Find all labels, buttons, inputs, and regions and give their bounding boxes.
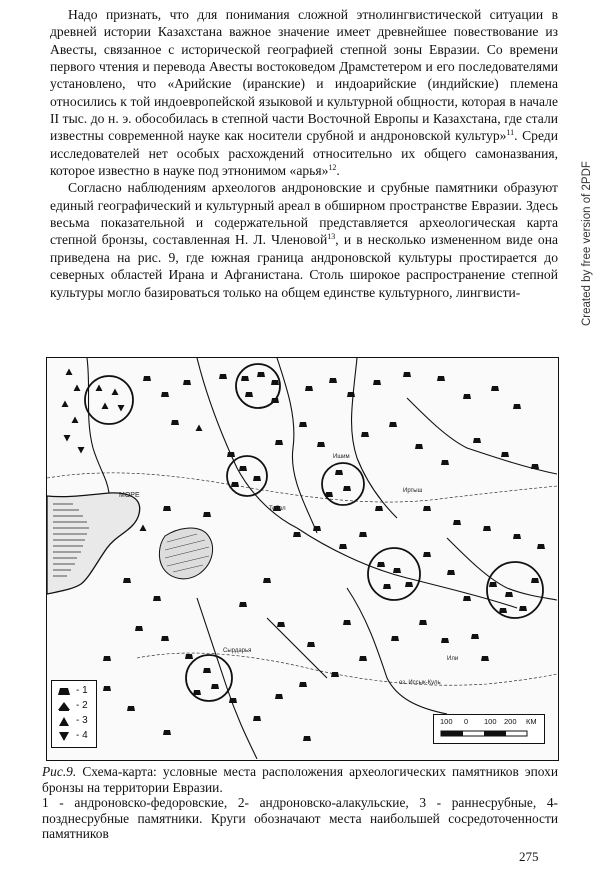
site-marker [331, 672, 339, 677]
map-scale [433, 714, 545, 744]
site-marker [531, 578, 539, 583]
page-number: 275 [519, 849, 539, 864]
site-marker [343, 486, 351, 491]
map-label-sea: МОРЕ [119, 492, 140, 499]
site-marker [203, 512, 211, 517]
site-marker [437, 376, 445, 381]
site-marker [143, 376, 151, 381]
map-label-ishim: Ишим [333, 454, 350, 460]
triangle-down-icon [56, 730, 72, 742]
site-marker [140, 525, 147, 532]
legend-row-3: - 3 [56, 715, 94, 729]
site-marker [239, 602, 247, 607]
site-marker [271, 398, 279, 403]
site-marker [275, 440, 283, 445]
site-marker [513, 404, 521, 409]
footnote-ref-13: 13 [327, 232, 336, 242]
site-marker [245, 392, 253, 397]
site-marker [231, 482, 239, 487]
site-marker [339, 544, 347, 549]
scale-tick-label: 0 [464, 717, 469, 726]
site-marker [239, 466, 247, 471]
site-marker [62, 401, 69, 408]
site-marker [74, 385, 81, 392]
site-marker [531, 464, 539, 469]
site-marker [271, 380, 279, 385]
site-marker [185, 654, 193, 659]
site-marker [347, 392, 355, 397]
site-marker [163, 730, 171, 735]
rect-icon [56, 685, 72, 697]
site-marker [293, 532, 301, 537]
watermark: Created by free version of 2PDF [581, 161, 593, 326]
site-marker [103, 656, 111, 661]
site-marker [403, 372, 411, 377]
scale-bar [440, 729, 536, 739]
site-marker [203, 668, 211, 673]
sites [62, 369, 546, 742]
map-label-ili: Или [447, 656, 459, 662]
site-marker [299, 682, 307, 687]
site-marker [161, 636, 169, 641]
site-marker [423, 506, 431, 511]
map-label-irtysh: Иртыш [403, 488, 423, 494]
site-marker [161, 392, 169, 397]
site-marker [335, 470, 343, 475]
site-marker [361, 432, 369, 437]
site-marker [377, 562, 385, 567]
paragraph-1: Надо признать, что для понимания сложной этнолингвистической ситуации в древней истории Казахстана важное значение имеет древнейшее повествование из Авесты, связанное с исторической географией степной зоны Евразии. Со времени первого чтения и перевода Авесты востоковедом Драмстетером и его последователями установлено, что «Арийские (иранские) и индоарийские (индийские) племена относились к той индоевропейской языковой и культурной общности, которая в начале II тыс. до н. э. обособилась в степной части Восточной Европы и Казахстана, где стали известны современной науке как носители срубной и андроновской культур»$^{11}$. Среди исследователей нет особых расхождений относительно их общего самоназвания, которое известно в науке под этнонимом «арья»$^{12}$. [50, 7, 559, 179]
scale-tick-label: КМ [526, 717, 537, 726]
site-marker [489, 582, 497, 587]
scale-tick-label: 200 [504, 717, 517, 726]
site-marker [118, 405, 125, 412]
site-marker [196, 425, 203, 432]
site-marker [415, 444, 423, 449]
site-marker [499, 608, 507, 613]
concentration-circles [85, 364, 543, 701]
footnote-ref-12: 12 [328, 163, 337, 173]
site-marker [163, 506, 171, 511]
site-marker [135, 626, 143, 631]
site-marker [317, 442, 325, 447]
site-marker [229, 698, 237, 703]
scale-tick-label: 100 [440, 717, 453, 726]
site-marker [153, 596, 161, 601]
peninsula [159, 528, 212, 579]
rivers [87, 358, 557, 759]
site-marker [72, 417, 79, 424]
site-marker [103, 686, 111, 691]
site-marker [78, 447, 85, 454]
site-marker [219, 374, 227, 379]
site-marker [359, 656, 367, 661]
site-marker [299, 422, 307, 427]
site-marker [391, 636, 399, 641]
site-marker [227, 452, 235, 457]
site-marker [253, 476, 261, 481]
site-marker [123, 578, 131, 583]
site-marker [513, 534, 521, 539]
map-label-issyk-kul: оз. Иссык-Куль [399, 680, 441, 686]
site-marker [275, 694, 283, 699]
site-marker [463, 394, 471, 399]
site-marker [193, 690, 201, 695]
site-marker [483, 526, 491, 531]
figure-label: Рис.9. [42, 764, 77, 779]
site-marker [463, 596, 471, 601]
footnote-ref-11: 11 [506, 128, 515, 138]
site-marker [491, 386, 499, 391]
site-marker [307, 642, 315, 647]
site-marker [405, 582, 413, 587]
site-marker [519, 606, 527, 611]
site-marker [537, 544, 545, 549]
site-marker [257, 372, 265, 377]
map-label-syrdarya: Сырдарья [223, 648, 252, 654]
site-marker [441, 460, 449, 465]
site-marker [66, 369, 73, 376]
site-marker [325, 492, 333, 497]
site-marker [343, 620, 351, 625]
site-marker [96, 385, 103, 392]
site-marker [263, 578, 271, 583]
site-marker [389, 422, 397, 427]
site-marker [393, 568, 401, 573]
site-marker [359, 532, 367, 537]
site-marker [441, 638, 449, 643]
legend-row-1: - 1 [56, 685, 94, 699]
site-marker [375, 506, 383, 511]
scale-tick-label: 100 [484, 717, 497, 726]
triangle-filled-icon [56, 700, 72, 712]
site-marker [313, 526, 321, 531]
site-marker [423, 552, 431, 557]
map-legend [51, 680, 97, 748]
figure-caption [42, 764, 558, 842]
site-marker [303, 736, 311, 741]
site-marker [127, 706, 135, 711]
map-drawing [47, 358, 557, 759]
site-marker [171, 420, 179, 425]
site-marker [305, 386, 313, 391]
site-marker [277, 622, 285, 627]
site-marker [241, 376, 249, 381]
archaeological-map [46, 357, 559, 761]
map-label-tobol: Тобол [269, 506, 286, 512]
site-marker [447, 570, 455, 575]
paragraph-2: Согласно наблюдениям археологов андроновские и срубные памятники образуют единый географический и культурный ареал в обширном пространстве Евразии. Здесь весьма показательной и содержательной представляется археологическая карта степной бронзы, составленная Н. Л. Членовой$^{13}$, и в несколько измененном виде она приведена на рис. 9, где южная граница андроновской культуры простирается до северных областей Ирана и Афганистана. Столь широкое распространение степной культуры могло базироваться только на общем единстве культурного, лингвисти- [50, 180, 558, 300]
site-marker [183, 380, 191, 385]
site-marker [501, 452, 509, 457]
legend-row-2: - 2 [56, 700, 94, 714]
site-marker [383, 584, 391, 589]
caption-legend-text: 1 - андроновско-федоровские, 2- андроновско-алакульские, 3 - раннесрубные, 4-позднесрубные памятники. Круги обозначают места наибольшей сосредоточенности памятников [42, 795, 558, 842]
site-marker [64, 435, 71, 442]
site-marker [253, 716, 261, 721]
body-text [50, 6, 558, 301]
site-marker [419, 620, 427, 625]
site-marker [112, 389, 119, 396]
caption-title: Схема-карта: условные места расположения археологических памятников эпохи бронзы на территории Евразии. [42, 764, 558, 795]
site-marker [481, 656, 489, 661]
site-marker [505, 592, 513, 597]
site-marker [473, 438, 481, 443]
site-marker [211, 684, 219, 689]
site-marker [471, 634, 479, 639]
legend-row-4: - 4 [56, 730, 94, 744]
site-marker [329, 378, 337, 383]
site-marker [102, 403, 109, 410]
site-marker [373, 380, 381, 385]
triangle-up-icon [56, 715, 72, 727]
site-marker [453, 520, 461, 525]
